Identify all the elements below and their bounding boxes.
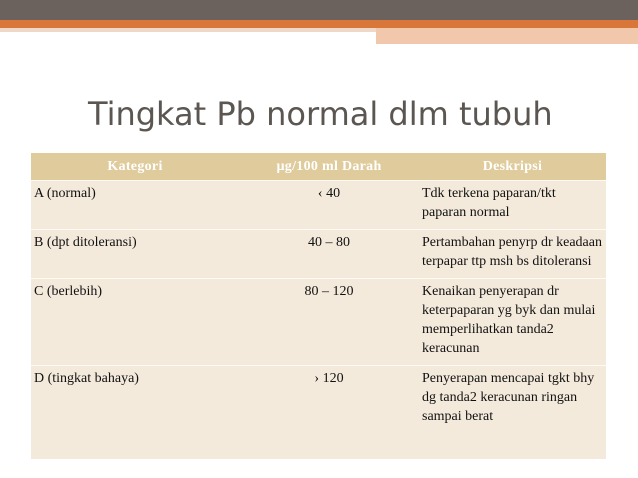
top-banner-accent: [0, 20, 638, 28]
cell-value: 80 – 120: [239, 279, 419, 366]
table-row: [31, 279, 606, 366]
top-banner-dark: [0, 0, 638, 20]
data-table: [31, 153, 606, 433]
header-description: Deskripsi: [419, 153, 606, 181]
cell-description: Tdk terkena paparan/tkt paparan normal: [419, 181, 606, 230]
table-row: [31, 181, 606, 230]
cell-value: 40 – 80: [239, 230, 419, 279]
cell-value: ‹ 40: [239, 181, 419, 230]
cell-value: › 120: [239, 366, 419, 434]
cell-description: Penyerapan mencapai tgkt bhy dg tanda2 keracunan ringan sampai berat: [419, 366, 606, 434]
lead-level-table: [31, 153, 606, 459]
cell-category: D (tingkat bahaya): [31, 366, 239, 434]
header-blood-level: µg/100 ml Darah: [239, 153, 419, 181]
table-row: [31, 366, 606, 434]
cell-category: B (dpt ditoleransi): [31, 230, 239, 279]
cell-description: Kenaikan penyerapan dr keterpaparan yg byk dan mulai memperlihatkan tanda2 keracunan: [419, 279, 606, 366]
cell-category: A (normal): [31, 181, 239, 230]
slide-title: Tingkat Pb normal dlm tubuh: [88, 95, 553, 133]
top-banner-right-block: [376, 28, 638, 44]
header-category: Kategori: [31, 153, 239, 181]
cell-category: C (berlebih): [31, 279, 239, 366]
cell-description: Pertambahan penyrp dr keadaan terpapar ttp msh bs ditoleransi: [419, 230, 606, 279]
table-header-row: [31, 153, 606, 181]
top-banner-light-strip: [0, 28, 376, 32]
table-row: [31, 230, 606, 279]
